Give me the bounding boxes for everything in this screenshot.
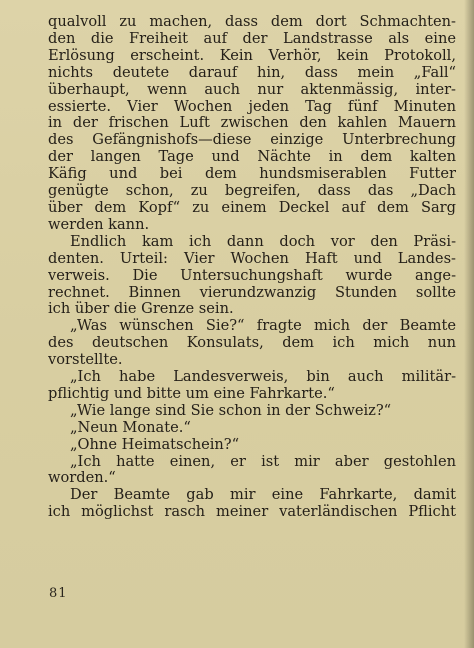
text-line: des deutschen Konsulats, dem ich mich nun — [48, 335, 456, 352]
text-line: Erlösung erscheint. Kein Verhör, kein Protokoll, — [48, 47, 456, 64]
page-shadow-edge — [464, 0, 474, 648]
text-line: vorstellte. — [48, 352, 123, 369]
text-line: überhaupt, wenn auch nur aktenmässig, inter- — [48, 81, 456, 98]
paragraph — [48, 369, 456, 403]
text-line: Endlich kam ich dann doch vor den Präsi- — [70, 233, 456, 250]
text-line: rechnet. Binnen vierundzwanzig Stunden sollte — [48, 284, 456, 301]
text-line: essierte. Vier Wochen jeden Tag fünf Minuten — [48, 98, 456, 115]
text-line: verweis. Die Untersuchungshaft wurde ange- — [48, 267, 456, 284]
text-line: „Neun Monate.“ — [70, 419, 191, 436]
text-line: den die Freiheit auf der Landstrasse als eine — [48, 30, 456, 47]
text-line: werden kann. — [48, 216, 150, 233]
text-line: nichts deutete darauf hin, dass mein „Fall“ — [48, 64, 456, 81]
text-line: „Ich hatte einen, er ist mir aber gestohlen — [70, 453, 456, 470]
paragraph — [48, 420, 456, 437]
text-line: denten. Urteil: Vier Wochen Haft und Landes- — [48, 250, 456, 267]
paragraph — [48, 234, 456, 319]
body-text — [48, 14, 456, 521]
paragraph — [48, 318, 456, 369]
text-line: in der frischen Luft zwischen den kahlen Mauern — [48, 115, 456, 132]
text-line: worden.“ — [48, 470, 116, 487]
text-line: genügte schon, zu begreifen, dass das „Dach — [48, 183, 456, 200]
text-line: Der Beamte gab mir eine Fahrkarte, damit — [70, 487, 456, 504]
text-line: pflichtig und bitte um eine Fahrkarte.“ — [48, 385, 335, 402]
text-line: der langen Tage und Nächte in dem kalten — [48, 149, 456, 166]
text-line: über dem Kopf“ zu einem Deckel auf dem Sarg — [48, 199, 456, 216]
paragraph — [48, 454, 456, 488]
text-line: „Wie lange sind Sie schon in der Schweiz?“ — [70, 402, 392, 419]
paragraph — [48, 437, 456, 454]
paragraph — [48, 487, 456, 521]
page-number: 81 — [49, 586, 68, 601]
text-line: Käfig und bei dem hundsmiserablen Futter — [48, 166, 456, 183]
text-line: qualvoll zu machen, dass dem dort Schmachten- — [48, 14, 456, 30]
text-line: des Gefängnishofs—diese einzige Unterbrechung — [48, 132, 456, 149]
text-line: „Ohne Heimatschein?“ — [70, 436, 240, 453]
text-line: „Was wünschen Sie?“ fragte mich der Beamte — [70, 318, 456, 335]
paragraph — [48, 14, 456, 234]
text-line: ich möglichst rasch meiner vaterländischen Pflicht — [48, 504, 456, 521]
text-line: ich über die Grenze sein. — [48, 301, 234, 318]
text-line: „Ich habe Landesverweis, bin auch militär- — [70, 369, 456, 386]
paragraph — [48, 403, 456, 420]
